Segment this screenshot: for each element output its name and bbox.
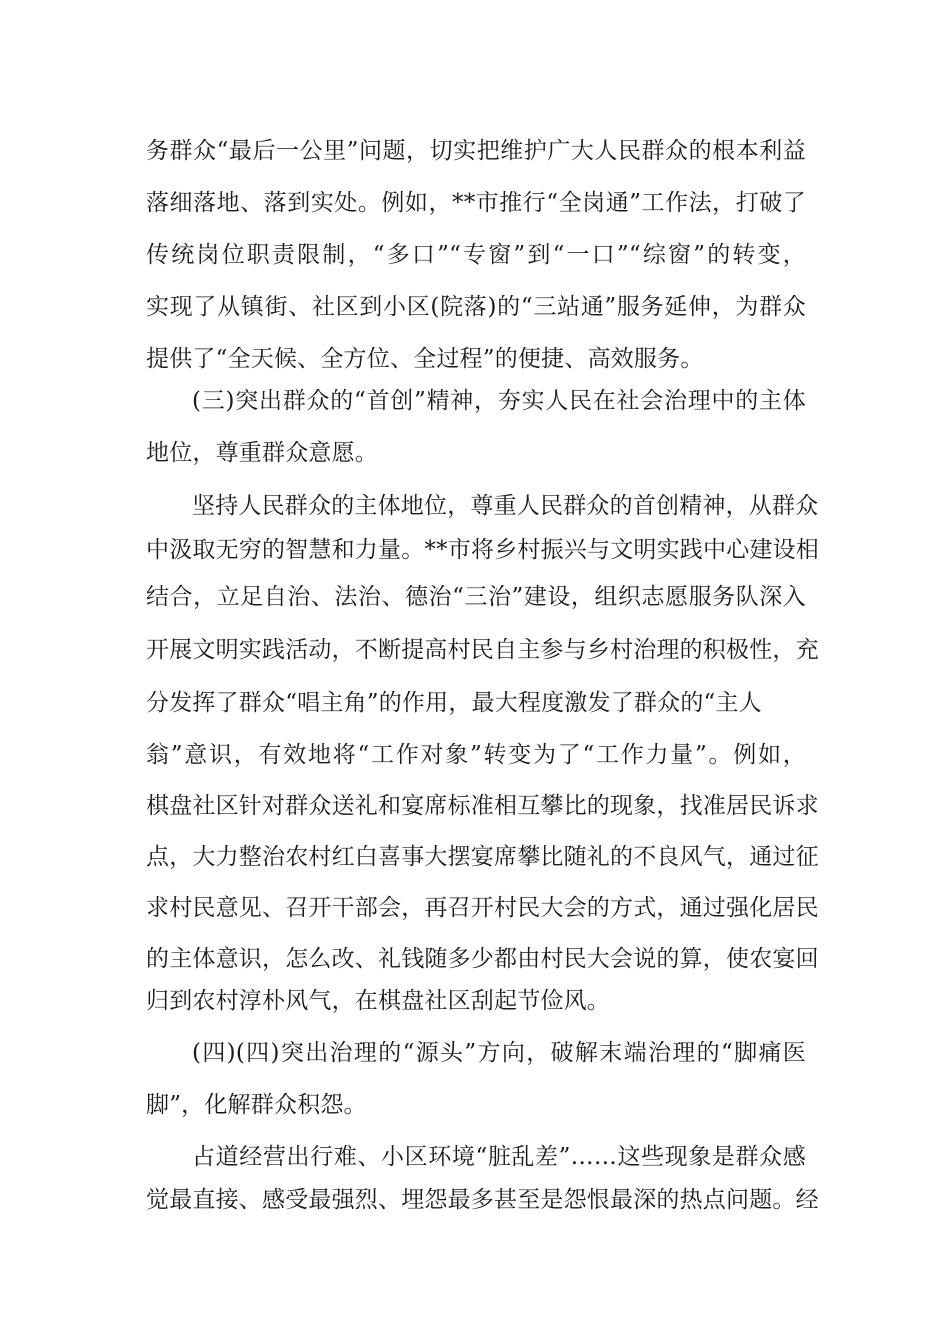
text-line: 务群众“最后一公里”问题，切实把维护广大人民群众的根本利益 xyxy=(146,138,806,164)
text-line: 的主体意识，怎么改、礼钱随多少都由村民大会说的算，使农宴回 xyxy=(146,946,819,972)
text-line: 传统岗位职责限制，“多口”“专窗”到“一口”“综窗”的转变， xyxy=(146,242,806,268)
text-line: 棋盘社区针对群众送礼和宴席标准相互攀比的现象，找准居民诉求 xyxy=(146,793,819,819)
text-line: 翁”意识，有效地将“工作对象”转变为了“工作力量”。例如， xyxy=(146,742,806,768)
section-heading-line: 脚”，化解群众积怨。 xyxy=(146,1092,367,1118)
text-line: 提供了“全天候、全方位、全过程”的便捷、高效服务。 xyxy=(146,346,704,372)
text-line: 归到农村淳朴风气，在棋盘社区刮起节俭风。 xyxy=(146,988,610,1014)
text-line: 分发挥了群众“唱主角”的作用，最大程度激发了群众的“主人 xyxy=(146,690,762,716)
text-line: 落细落地、落到实处。例如，**市推行“全岗通”工作法，打破了 xyxy=(146,190,806,216)
text-line: 坚持人民群众的主体地位，尊重人民群众的首创精神，从群众 xyxy=(192,493,819,519)
section-heading-line: 地位，尊重群众意愿。 xyxy=(146,440,378,466)
section-heading-line: (四)(四)突出治理的“源头”方向，破解末端治理的“脚痛医 xyxy=(192,1040,806,1066)
text-line: 求村民意见、召开干部会，再召开村民大会的方式，通过强化居民 xyxy=(146,895,819,921)
text-line: 实现了从镇街、社区到小区(院落)的“三站通”服务延伸，为群众 xyxy=(146,294,806,320)
text-line: 中汲取无穷的智慧和力量。**市将乡村振兴与文明实践中心建设相 xyxy=(146,537,819,563)
text-line: 结合，立足自治、法治、德治“三治”建设，组织志愿服务队深入 xyxy=(146,584,806,610)
text-line: 占道经营出行难、小区环境“脏乱差”……这些现象是群众感 xyxy=(192,1144,806,1170)
text-line: 点，大力整治农村红白喜事大摆宴席攀比随礼的不良风气，通过征 xyxy=(146,844,819,870)
text-line: 觉最直接、感受最强烈、埋怨最多甚至是怨恨最深的热点问题。经 xyxy=(146,1187,819,1213)
section-heading-line: (三)突出群众的“首创”精神，夯实人民在社会治理中的主体 xyxy=(192,388,806,414)
text-line: 开展文明实践活动，不断提高村民自主参与乡村治理的积极性，充 xyxy=(146,637,819,663)
